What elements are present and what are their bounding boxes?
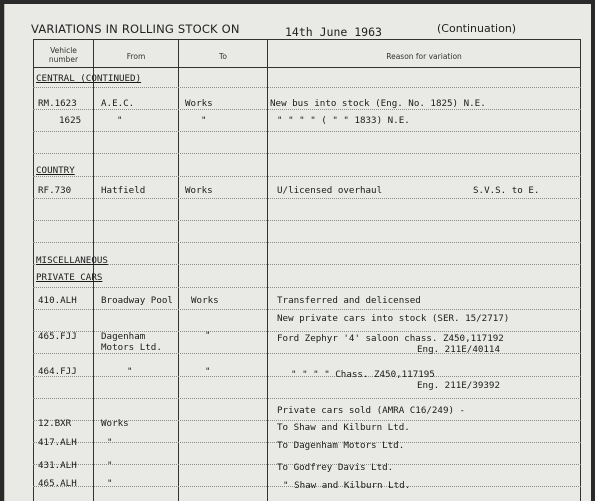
reason-text: New private cars into stock (SER. 15/2717) xyxy=(277,313,510,324)
ruled-line xyxy=(33,87,581,88)
ruled-line xyxy=(33,220,581,221)
ruled-line xyxy=(33,131,581,132)
reason-text: To Dagenham Motors Ltd. xyxy=(277,440,405,451)
to-value: " xyxy=(205,366,211,377)
reason-text: To Godfrey Davis Ltd. xyxy=(277,462,394,473)
from-value: " xyxy=(107,460,113,471)
reason-note: S.V.S. to E. xyxy=(473,185,540,196)
document-title: VARIATIONS IN ROLLING STOCK ON xyxy=(31,22,240,36)
section-heading-country: COUNTRY xyxy=(36,165,75,176)
ruled-line xyxy=(33,398,581,399)
section-heading-private-cars: PRIVATE CARS xyxy=(36,272,103,283)
to-value: " xyxy=(205,330,211,341)
vehicle-number: 1625 xyxy=(59,115,82,126)
from-value: Works xyxy=(101,418,129,429)
reason-text: Eng. 211E/39392 xyxy=(417,380,500,391)
ruled-line xyxy=(33,198,581,199)
column-header-reason: Reason for variation xyxy=(386,52,462,61)
reason-text: Ford Zephyr '4' saloon chass. Z450,117192 xyxy=(277,333,504,344)
section-heading-miscellaneous: MISCELLANEOUS xyxy=(36,255,108,266)
ruled-line xyxy=(33,153,581,154)
to-value: Works xyxy=(185,98,213,109)
from-value: " xyxy=(107,478,113,489)
from-value: " xyxy=(107,437,113,448)
vehicle-number: RF.730 xyxy=(38,185,72,196)
from-value: A.E.C. xyxy=(101,98,135,109)
from-value: Broadway Pool xyxy=(101,295,173,306)
to-value: " xyxy=(201,115,207,126)
document-date: 14th June 1963 xyxy=(285,25,382,39)
vehicle-number: 12.BXR xyxy=(38,418,72,429)
reason-text: " Shaw and Kilburn Ltd. xyxy=(283,480,411,491)
vehicle-number: 465.ALH xyxy=(38,478,77,489)
column-header-to: To xyxy=(219,52,227,61)
reason-text: " " " " ( " " 1833) N.E. xyxy=(277,115,410,126)
vehicle-number: 410.ALH xyxy=(38,295,77,306)
vehicle-number: 417.ALH xyxy=(38,437,77,448)
reason-text: Private cars sold (AMRA C16/249) - xyxy=(277,405,466,416)
continuation-label: (Continuation) xyxy=(437,22,517,35)
from-value: Hatfield xyxy=(101,185,146,196)
to-value: Works xyxy=(185,185,213,196)
ruled-line xyxy=(33,287,581,288)
column-header-vehicle: Vehicle number xyxy=(48,46,79,64)
ruled-line xyxy=(33,264,581,265)
table-top-border xyxy=(33,39,581,40)
reason-text: To Shaw and Kilburn Ltd. xyxy=(277,422,410,433)
reason-text: Eng. 211E/40114 xyxy=(417,344,500,355)
vehicle-number: RM.1623 xyxy=(38,98,77,109)
reason-text: U/licensed overhaul xyxy=(277,185,383,196)
from-value: " xyxy=(117,115,123,126)
ruled-line xyxy=(33,242,581,243)
column-header-from: From xyxy=(126,52,146,61)
reason-text: Transferred and delicensed xyxy=(277,295,421,306)
section-heading-central: CENTRAL (CONTINUED) xyxy=(36,73,142,84)
from-value: Motors Ltd. xyxy=(101,342,162,353)
header-bottom-border xyxy=(33,67,581,68)
ruled-line xyxy=(33,309,581,310)
document-sheet xyxy=(4,4,591,501)
vehicle-number: 464.FJJ xyxy=(38,366,77,377)
from-value: " xyxy=(127,366,133,377)
vehicle-number: 431.ALH xyxy=(38,460,77,471)
reason-text: New bus into stock (Eng. No. 1825) N.E. xyxy=(270,98,486,109)
ruled-line xyxy=(33,109,581,110)
reason-text: " " " " Chass. Z450,117195 xyxy=(291,369,435,380)
vehicle-number: 465.FJJ xyxy=(38,331,77,342)
to-value: Works xyxy=(191,295,219,306)
ruled-line xyxy=(33,176,581,177)
from-value: Dagenham xyxy=(101,331,146,342)
